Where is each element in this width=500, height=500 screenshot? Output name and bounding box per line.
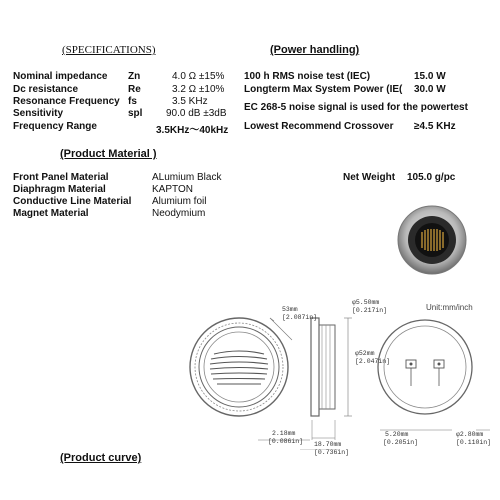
dim-18-70mm-inch: [0.736in] — [314, 449, 350, 456]
material-value: KAPTON — [152, 184, 193, 195]
dim-5-20mm-inch: [0.205in] — [383, 439, 419, 446]
dim-2-80mm-inch: [0.110in] — [456, 439, 492, 446]
spec-value: 3.2 Ω ±10% — [172, 84, 225, 95]
power-value: 30.0 W — [414, 84, 446, 95]
dim-52mm: φ52mm — [355, 350, 375, 357]
power-value: 15.0 W — [414, 71, 446, 82]
power-label: 100 h RMS noise test (IEC) — [244, 71, 371, 82]
front-view-drawing — [190, 318, 292, 416]
power-handling-heading: (Power handling) — [270, 44, 360, 56]
spec-symbol: Re — [128, 84, 141, 95]
net-weight-value: 105.0 g/pc — [407, 172, 456, 183]
material-label: Diaphragm Material — [13, 184, 106, 195]
spec-value: 3.5 KHz — [172, 96, 208, 107]
dim-53mm: 53mm — [282, 306, 298, 313]
dim-5-50mm: φ5.50mm — [352, 299, 380, 306]
product-curve-heading: (Product curve) — [60, 452, 142, 464]
power-value: ≥4.5 KHz — [414, 121, 456, 132]
material-label: Front Panel Material — [13, 172, 109, 183]
material-value: ALumium Black — [152, 172, 222, 183]
tweeter-photo — [396, 203, 468, 275]
rear-view-drawing — [378, 320, 490, 430]
dim-2-18mm-inch: [0.086in] — [268, 438, 304, 445]
unit-label: Unit:mm/inch — [426, 303, 473, 312]
spec-symbol: spl — [128, 108, 143, 119]
spec-label: Resonance Frequency — [13, 96, 120, 107]
technical-drawing — [0, 290, 500, 450]
dim-18-70mm: 18.70mm — [314, 441, 342, 448]
spec-value: 3.5KHz～40kHz — [156, 125, 229, 136]
dim-52mm-inch: [2.047in] — [355, 358, 391, 365]
power-label: Longterm Max System Power (IE( — [244, 84, 403, 95]
net-weight-label: Net Weight — [343, 172, 396, 183]
material-value: Alumium foil — [152, 196, 207, 207]
dim-2-80mm: φ2.80mm — [456, 431, 484, 438]
power-label: Lowest Recommend Crossover — [244, 121, 394, 132]
side-view-drawing — [311, 318, 352, 440]
dim-2-18mm: 2.18mm — [272, 430, 296, 437]
spec-symbol: Zn — [128, 71, 141, 82]
spec-label: Sensitivity — [13, 108, 64, 119]
spec-value: 90.0 dB ±3dB — [166, 108, 227, 119]
spec-label: Dc resistance — [13, 84, 79, 95]
product-material-heading: (Product Material ) — [60, 148, 157, 160]
spec-label: Nominal impedance — [13, 71, 108, 82]
spec-label: Frequency Range — [13, 121, 97, 132]
spec-symbol: fs — [128, 96, 137, 107]
dim-53mm-inch: [2.087in] — [282, 314, 318, 321]
power-note: EC 268-5 noise signal is used for the powertest — [244, 102, 468, 113]
dim-5-20mm: 5.20mm — [385, 431, 409, 438]
material-label: Conductive Line Material — [13, 196, 132, 207]
specifications-heading: (SPECIFICATIONS) — [62, 44, 156, 56]
spec-value: 4.0 Ω ±15% — [172, 71, 225, 82]
dim-5-50mm-inch: [0.217in] — [352, 307, 388, 314]
material-label: Magnet Material — [13, 208, 89, 219]
material-value: Neodymium — [152, 208, 206, 219]
